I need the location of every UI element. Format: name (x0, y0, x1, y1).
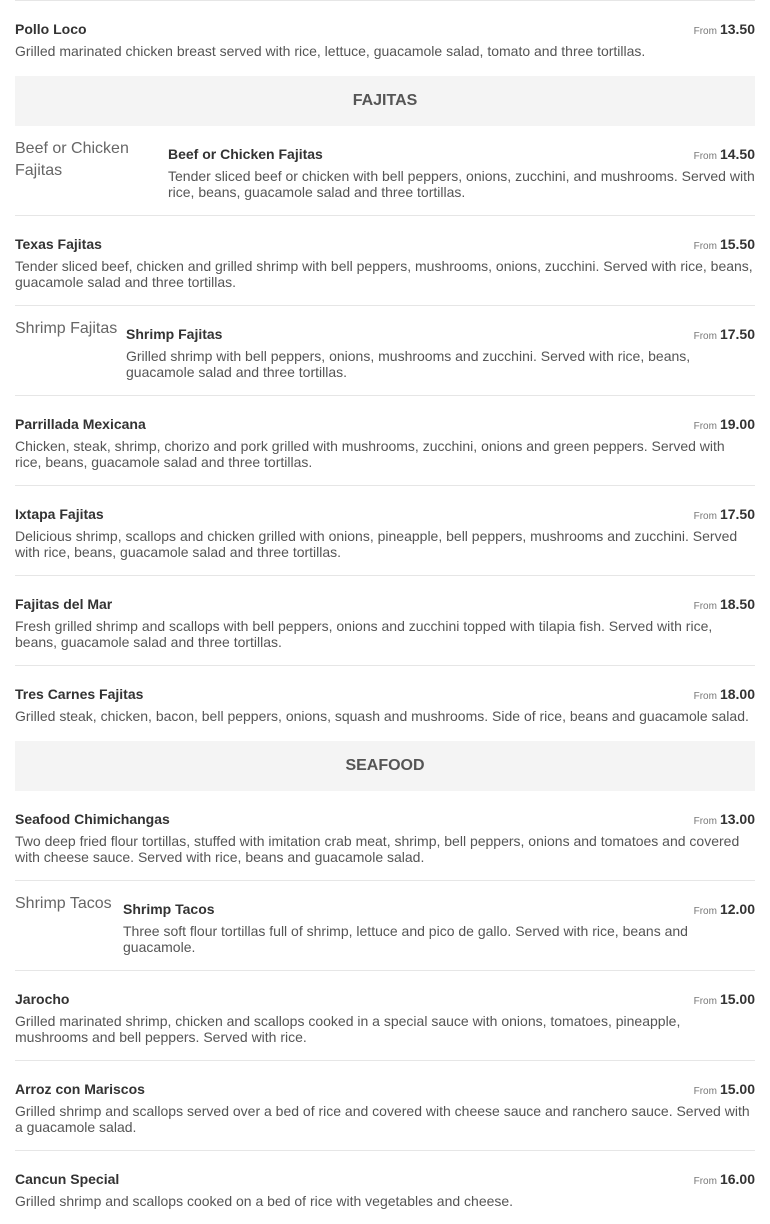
item-image: Beef or Chicken Fajitas (15, 140, 129, 179)
item-description: Two deep fried flour tortillas, stuffed with imitation crab meat, shrimp, bell peppers, onions and tomatoes and covered with cheese sauce. Served with rice, beans and guacamole salad. (15, 833, 740, 865)
menu-item[interactable] (15, 1061, 755, 1151)
price-value: 17.50 (719, 326, 755, 342)
item-price (694, 1171, 755, 1187)
item-header (15, 416, 755, 432)
item-price (694, 21, 755, 37)
price-value: 12.00 (719, 901, 755, 917)
item-price (694, 416, 755, 432)
item-name[interactable]: Seafood Chimichangas (15, 811, 170, 827)
price-value: 15.00 (719, 1081, 755, 1097)
menu-item[interactable] (15, 791, 755, 881)
item-header (15, 506, 755, 522)
item-description: Grilled marinated shrimp, chicken and scallops cooked in a special sauce with onions, tomatoes, pineapple, mushrooms and bell peppers. Served with rice. (15, 1013, 681, 1045)
item-name[interactable]: Pollo Loco (15, 21, 87, 37)
item-header (15, 811, 755, 827)
menu-sections (15, 76, 755, 1224)
menu-item[interactable] (15, 666, 755, 741)
item-description: Grilled shrimp and scallops cooked on a bed of rice with vegetables and cheese. (15, 1193, 514, 1209)
item-description: Grilled marinated chicken breast served with rice, lettuce, guacamole salad, tomato and three tortillas. (15, 43, 646, 59)
item-header (126, 326, 755, 342)
pre-items (15, 0, 755, 76)
item-name[interactable]: Beef or Chicken Fajitas (168, 146, 323, 162)
item-price (694, 326, 755, 342)
item-header (15, 1081, 755, 1097)
item-header (15, 991, 755, 1007)
item-description: Three soft flour tortillas full of shrimp, lettuce and pico de gallo. Served with rice, beans and guacamole. (123, 923, 688, 955)
item-header (15, 686, 755, 702)
item-description: Tender sliced beef, chicken and grilled shrimp with bell peppers, mushrooms, onions, zucchini. Served with rice, beans, guacamole salad and three tortillas. (15, 258, 753, 290)
item-description: Chicken, steak, shrimp, chorizo and pork grilled with mushrooms, zucchini, onions and green peppers. Served with rice, beans, guacamole salad and three tortillas. (15, 438, 725, 470)
item-body (15, 811, 755, 865)
item-body (15, 1171, 755, 1209)
item-body (15, 991, 755, 1045)
item-description: Fresh grilled shrimp and scallops with bell peppers, onions and zucchini topped with tilapia fish. Served with rice, beans, guacamole salad and three tortillas. (15, 618, 713, 650)
item-name[interactable]: Parrillada Mexicana (15, 416, 146, 432)
menu-item[interactable] (15, 396, 755, 486)
section-title: SEAFOOD (15, 741, 755, 791)
price-from-label: From (693, 151, 717, 162)
item-name[interactable]: Jarocho (15, 991, 70, 1007)
item-header (15, 21, 755, 37)
item-body (15, 1081, 755, 1135)
item-price (694, 991, 755, 1007)
item-image: Shrimp Fajitas (15, 320, 118, 337)
price-value: 13.00 (719, 811, 755, 827)
item-description: Tender sliced beef or chicken with bell peppers, onions, zucchini, and mushrooms. Served with rice, beans, guacamole salad and three tortillas. (168, 168, 755, 200)
price-value: 15.00 (719, 991, 755, 1007)
item-body (15, 506, 755, 560)
menu-item[interactable] (15, 971, 755, 1061)
price-value: 13.50 (719, 21, 755, 37)
price-from-label: From (693, 816, 717, 827)
price-value: 19.00 (719, 416, 755, 432)
item-name[interactable]: Arroz con Mariscos (15, 1081, 145, 1097)
price-value: 14.50 (719, 146, 755, 162)
item-name[interactable]: Texas Fajitas (15, 236, 102, 252)
menu-item[interactable] (15, 216, 755, 306)
price-value: 18.50 (719, 596, 755, 612)
price-from-label: From (693, 691, 717, 702)
item-name[interactable]: Ixtapa Fajitas (15, 506, 104, 522)
item-description: Grilled steak, chicken, bacon, bell peppers, onions, squash and mushrooms. Side of rice, beans and guacamole salad. (15, 708, 749, 724)
price-from-label: From (693, 511, 717, 522)
section-title: FAJITAS (15, 76, 755, 126)
menu-page (15, 0, 755, 1224)
price-value: 18.00 (719, 686, 755, 702)
menu-item[interactable] (15, 306, 755, 396)
menu-section (15, 76, 755, 741)
price-value: 16.00 (719, 1171, 755, 1187)
item-description: Delicious shrimp, scallops and chicken grilled with onions, pineapple, bell peppers, mushrooms and zucchini. Served with rice, beans, guacamole salad and three tortillas. (15, 528, 738, 560)
price-from-label: From (693, 1086, 717, 1097)
item-body (126, 326, 755, 380)
item-price (694, 811, 755, 827)
menu-item[interactable] (15, 486, 755, 576)
menu-section (15, 741, 755, 1224)
price-from-label: From (693, 241, 717, 252)
item-body (15, 416, 755, 470)
price-value: 17.50 (719, 506, 755, 522)
price-from-label: From (693, 26, 717, 37)
item-price (694, 146, 755, 162)
price-from-label: From (693, 601, 717, 612)
item-name[interactable]: Cancun Special (15, 1171, 120, 1187)
menu-item[interactable] (15, 881, 755, 971)
item-price (694, 901, 755, 917)
item-price (694, 686, 755, 702)
item-description: Grilled shrimp and scallops served over a bed of rice and covered with cheese sauce and ranchero sauce. Served with a guacamole salad. (15, 1103, 750, 1135)
item-body (15, 686, 755, 724)
item-name[interactable]: Tres Carnes Fajitas (15, 686, 144, 702)
menu-item[interactable] (15, 126, 755, 216)
price-from-label: From (693, 996, 717, 1007)
menu-item[interactable] (15, 1151, 755, 1224)
item-image: Shrimp Tacos (15, 895, 112, 912)
item-price (694, 506, 755, 522)
item-price (694, 596, 755, 612)
item-body (15, 21, 755, 59)
item-body (123, 901, 755, 955)
price-value: 15.50 (719, 236, 755, 252)
item-price (694, 236, 755, 252)
item-price (694, 1081, 755, 1097)
item-description: Grilled shrimp with bell peppers, onions, mushrooms and zucchini. Served with rice, beans, guacamole salad and three tortillas. (126, 348, 691, 380)
item-body (15, 236, 755, 290)
item-name[interactable]: Fajitas del Mar (15, 596, 113, 612)
item-name[interactable]: Shrimp Fajitas (126, 326, 223, 342)
item-body (15, 596, 755, 650)
price-from-label: From (693, 906, 717, 917)
price-from-label: From (693, 1176, 717, 1187)
item-header (15, 236, 755, 252)
item-header (15, 596, 755, 612)
menu-item[interactable] (15, 0, 755, 76)
item-header (15, 1171, 755, 1187)
price-from-label: From (693, 331, 717, 342)
menu-item[interactable] (15, 576, 755, 666)
price-from-label: From (693, 421, 717, 432)
item-header (123, 901, 755, 917)
item-name[interactable]: Shrimp Tacos (123, 901, 215, 917)
item-body (168, 146, 755, 200)
item-header (168, 146, 755, 162)
